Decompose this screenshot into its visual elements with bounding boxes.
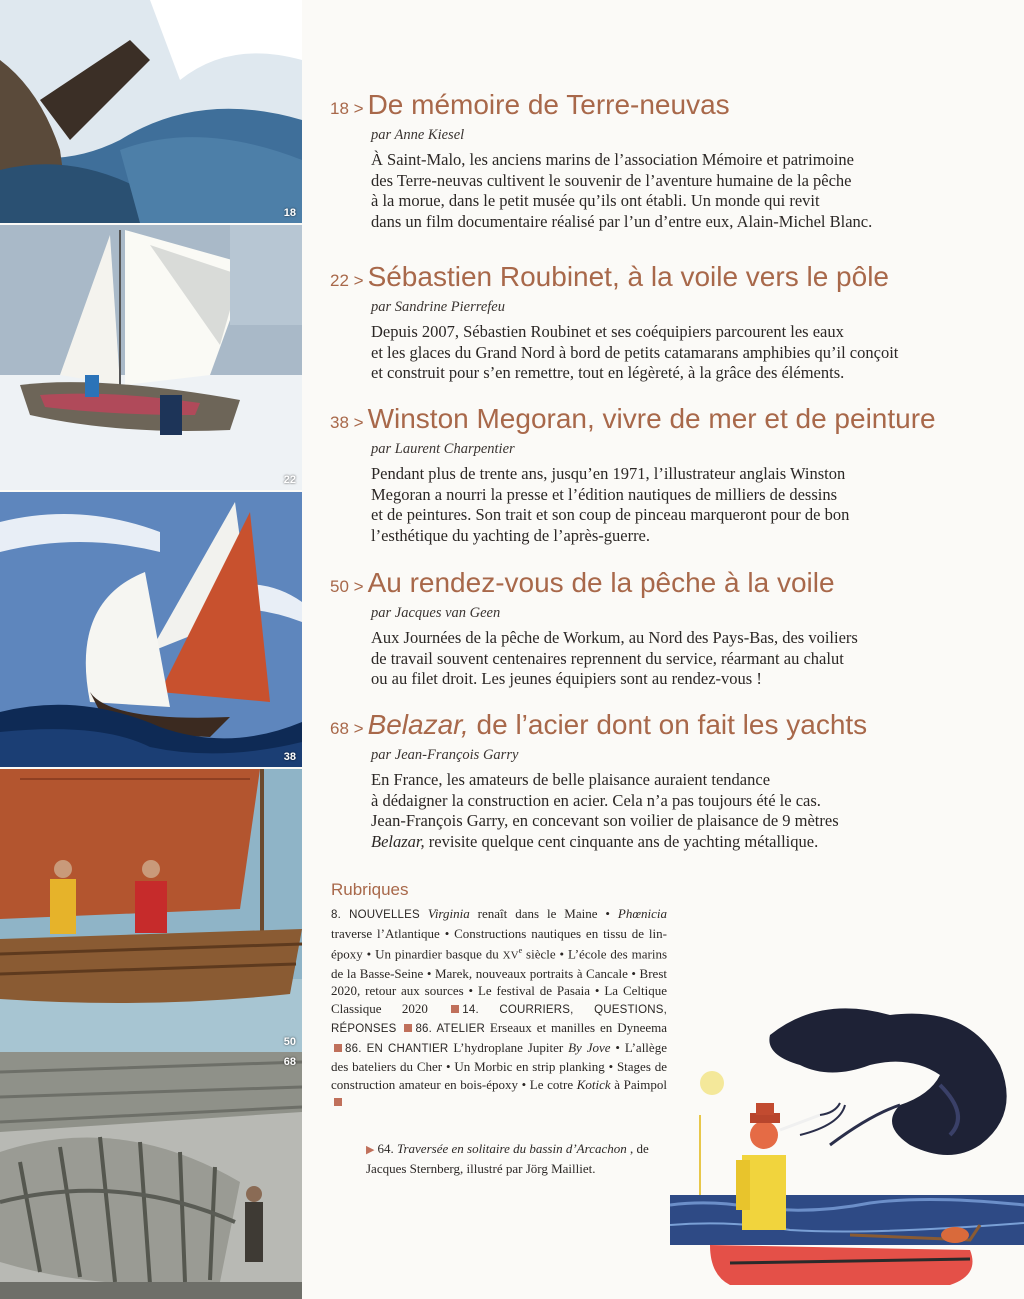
rubrique-atelier[interactable]: 86. ATELIER <box>415 1023 485 1036</box>
sailor-smoke-illustration <box>670 995 1024 1299</box>
article-page: 68 > <box>330 719 364 738</box>
rubrique-nouvelles[interactable]: 8. NOUVELLES <box>331 909 420 921</box>
section-square-icon <box>404 1024 412 1032</box>
article-description: Pendant plus de trente ans, jusqu’en 1971, l’illustrateur anglais Winston Megoran a nourri la presse et l’édition nautiques de milliers de dessins et de peintures. Son trait et son coup de pinceau marqueront pour de bon l’esthétique du yachting de l’après-guerre. <box>371 464 850 545</box>
rubriques-title: Rubriques <box>331 880 409 899</box>
rubrique-en-chantier[interactable]: 86. EN CHANTIER <box>345 1042 449 1055</box>
photo-page-number: 38 <box>283 751 296 763</box>
article-page: 38 > <box>330 413 364 432</box>
caption-title[interactable]: Traversée en solitaire du bassin d’Arcachon <box>396 1141 627 1156</box>
article-heading[interactable] <box>330 711 990 739</box>
article-roubinet <box>330 263 990 384</box>
photo-page-number: 18 <box>283 207 296 219</box>
article-heading[interactable] <box>330 91 990 119</box>
article-page: 18 > <box>330 99 364 118</box>
article-page: 22 > <box>330 271 364 290</box>
article-page: 50 > <box>330 577 364 596</box>
article-heading[interactable] <box>330 263 990 291</box>
photo-strip <box>0 0 302 1299</box>
article-title: De mémoire de Terre-neuvas <box>367 89 730 120</box>
article-title: Winston Megoran, vivre de mer et de peinture <box>367 403 936 434</box>
article-title: Sébastien Roubinet, à la voile vers le pôle <box>367 261 889 292</box>
section-square-icon <box>451 1005 459 1013</box>
photo-fishing-boat <box>0 769 302 1052</box>
article-description: Depuis 2007, Sébastien Roubinet et ses coéquipiers parcourent les eaux et les glaces du Grand Nord à bord de petits catamarans amphibies qu’il conçoit et construit pour s’en remettre, tout en légèreté, à la grâce des éléments. <box>371 322 899 382</box>
article-description: En France, les amateurs de belle plaisance auraient tendance à dédaigner la construction en acier. Cela n’a pas toujours été le cas. Jean-François Garry, en concevant son voilier de plaisance de 9 mètres Belazar, revisite quelque cent cinquante ans de yachting métallique. <box>371 770 839 851</box>
article-byline: par Sandrine Pierrefeu <box>371 299 505 315</box>
section-square-icon <box>334 1044 342 1052</box>
article-heading[interactable] <box>330 569 990 597</box>
article-byline: par Laurent Charpentier <box>371 441 515 457</box>
article-title: Belazar, de l’acier dont on fait les yachts <box>367 709 868 740</box>
article-terre-neuvas <box>330 91 990 232</box>
photo-page-number: 68 <box>283 1056 296 1068</box>
article-megoran <box>330 405 990 546</box>
article-byline: par Jean-François Garry <box>371 747 519 763</box>
rubrique-courriers[interactable]: 14. COURRIERS, QUESTIONS, RÉPONSES <box>331 1003 667 1036</box>
photo-page-number: 22 <box>283 474 296 486</box>
article-heading[interactable] <box>330 405 990 433</box>
photo-catamaran-ice <box>0 225 302 490</box>
photo-sailboat-painting <box>0 492 302 767</box>
article-peche-voile <box>330 569 990 690</box>
article-description: Aux Journées de la pêche de Workum, au Nord des Pays-Bas, des voiliers de travail souvent centenaires reprennent du service, réarmant au chalut ou au filet droit. Les jeunes équipiers sont au rendez-vous ! <box>371 628 858 688</box>
photo-steel-workshop <box>0 1052 302 1299</box>
article-description: À Saint-Malo, les anciens marins de l’association Mémoire et patrimoine des Terre-neuvas cultivent le souvenir de l’aventure humaine de la pêche à la morue, dans le petit musée qu’ils ont établi. Un monde qui revit dans un film documentaire réalisé par l’un d’entre eux, Alain-Michel Blanc. <box>371 150 873 231</box>
triangle-marker-icon: ▶ <box>366 1144 375 1156</box>
article-byline: par Anne Kiesel <box>371 127 465 143</box>
photo-stormy-sea <box>0 0 302 223</box>
section-square-icon <box>334 1098 342 1106</box>
rubriques-list: 8. NOUVELLES Virginia renaît dans le Maine • Phœnicia traverse l’Atlantique • Constructions nautiques en tissu de lin-époxy • Un pinardier basque du XVe siècle • L’école des marins de la Basse-Seine • Marek, nouveaux portraits à Cancale • Brest 2020, retour aux sources • Le festival de Pasaia • La Celtique Classique 2020 14. COURRIERS, QUESTIONS, RÉPONSES 86. ATELIER Erseaux et manilles en Dyneema 86. EN CHANTIER L’hydroplane Jupiter By Jove • L’allège des bateliers du Cher • Un Morbic en strip planking • Stages de construction amateur en bois-époxy • Le cotre Kotick à Paimpol <box>331 905 667 1111</box>
article-title: Au rendez-vous de la pêche à la voile <box>367 567 835 598</box>
illustration-caption: ▶ 64. Traversée en solitaire du bassin d’Arcachon , de Jacques Sternberg, illustré par Jörg Mailliet. <box>366 1141 649 1176</box>
photo-page-number: 50 <box>283 1036 296 1048</box>
article-belazar <box>330 711 990 852</box>
article-byline: par Jacques van Geen <box>371 605 501 621</box>
